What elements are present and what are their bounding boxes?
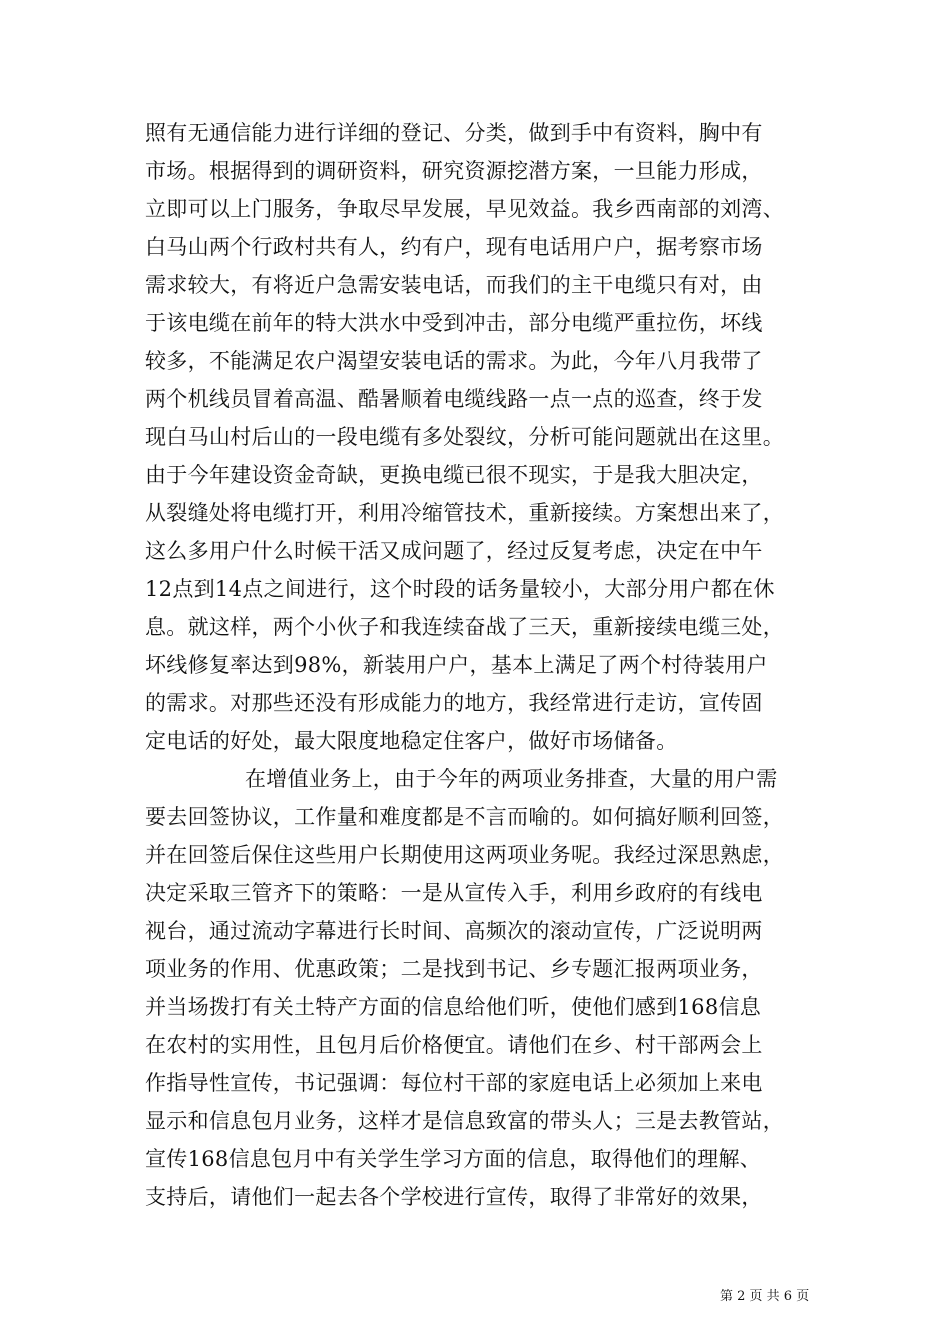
text-line: 项业务的作用、优惠政策；二是找到书记、乡专题汇报两项业务， [145, 957, 763, 981]
text-line: 决定采取三管齐下的策略：一是从宣传入手，利用乡政府的有线电 [145, 881, 763, 905]
text-line: 定电话的好处，最大限度地稳定住客户，做好市场储备。 [145, 729, 678, 753]
text-line: 显示和信息包月业务，这样才是信息致富的带头人；三是去教管站， [145, 1109, 784, 1133]
text-line: 宣传168信息包月中有关学生学习方面的信息，取得他们的理解、 [145, 1147, 762, 1171]
text-line: 作指导性宣传，书记强调：每位村干部的家庭电话上必须加上来电 [145, 1071, 763, 1095]
text-line: 支持后，请他们一起去各个学校进行宣传，取得了非常好的效果， [145, 1185, 763, 1209]
text-line: 坏线修复率达到98%，新装用户户，基本上满足了两个村待装用户 [145, 653, 768, 677]
text-line: 现白马山村后山的一段电缆有多处裂纹，分析可能问题就出在这里。 [145, 425, 784, 449]
text-line: 需求较大，有将近户急需安装电话，而我们的主干电缆只有对，由 [145, 273, 763, 297]
text-line: 息。就这样，两个小伙子和我连续奋战了三天，重新接续电缆三处， [145, 615, 784, 639]
text-line: 视台，通过流动字幕进行长时间、高频次的滚动宣传，广泛说明两 [145, 919, 763, 943]
paragraph-first-line: 在增值业务上，由于今年的两项业务排查，大量的用户需 [245, 767, 778, 791]
text-line: 白马山两个行政村共有人，约有户，现有电话用户户，据考察市场 [145, 235, 763, 259]
text-line: 并当场拨打有关土特产方面的信息给他们听，使他们感到168信息 [145, 995, 762, 1019]
text-line: 这么多用户什么时候干活又成问题了，经过反复考虑，决定在中午 [145, 539, 763, 563]
text-line: 并在回签后保住这些用户长期使用这两项业务呢。我经过深思熟虑， [145, 843, 784, 867]
page-number: 第 2 页 共 6 页 [720, 1289, 810, 1304]
text-line: 的需求。对那些还没有形成能力的地方，我经常进行走访，宣传固 [145, 691, 763, 715]
text-line: 照有无通信能力进行详细的登记、分类，做到手中有资料，胸中有 [145, 121, 763, 145]
text-line: 市场。根据得到的调研资料，研究资源挖潜方案，一旦能力形成， [145, 159, 763, 183]
text-line: 由于今年建设资金奇缺，更换电缆已很不现实，于是我大胆决定， [145, 463, 763, 487]
text-line: 从裂缝处将电缆打开，利用冷缩管技术，重新接续。方案想出来了， [145, 501, 784, 525]
text-line: 立即可以上门服务，争取尽早发展，早见效益。我乡西南部的刘湾、 [145, 197, 784, 221]
text-line: 两个机线员冒着高温、酷暑顺着电缆线路一点一点的巡查，终于发 [145, 387, 763, 411]
text-line: 较多，不能满足农户渴望安装电话的需求。为此，今年八月我带了 [145, 349, 763, 373]
text-line: 要去回签协议，工作量和难度都是不言而喻的。如何搞好顺利回签， [145, 805, 784, 829]
text-line: 12点到14点之间进行，这个时段的话务量较小，大部分用户都在休 [145, 577, 775, 601]
text-line: 于该电缆在前年的特大洪水中受到冲击，部分电缆严重拉伤，坏线 [145, 311, 763, 335]
text-line: 在农村的实用性，且包月后价格便宜。请他们在乡、村干部两会上 [145, 1033, 763, 1057]
